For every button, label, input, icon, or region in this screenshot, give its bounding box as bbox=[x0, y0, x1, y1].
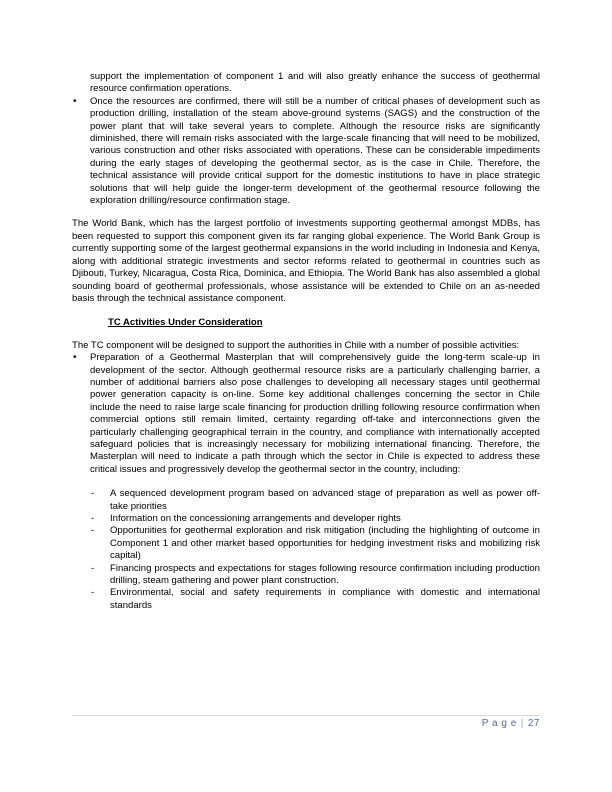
section-heading: TC Activities Under Consideration bbox=[108, 317, 263, 329]
tc-intro-paragraph: The TC component will be designed to support the authorities in Chile with a number of possible activities: bbox=[72, 339, 520, 351]
sub-item: - A sequenced development program based on advanced stage of preparation as well as power off-take priorities bbox=[72, 488, 540, 513]
sub-item: - Environmental, social and safety requirements in compliance with domestic and international standards bbox=[72, 587, 540, 612]
bullet-list-top bbox=[72, 96, 540, 208]
sub-item-list bbox=[72, 488, 540, 612]
document-body bbox=[72, 71, 540, 612]
sub-item: - Opportunities for geothermal exploration and risk mitigation (including the highlighting of outcome in Component 1 and other market based opportunities for hedging investment risks and mobilizing risk capital) bbox=[72, 525, 540, 562]
page-number: 27 bbox=[527, 718, 540, 729]
continuation-paragraph: support the implementation of component 1 and will also greatly enhance the success of geothermal resource confirmation operations. bbox=[90, 71, 540, 95]
world-bank-paragraph: The World Bank, which has the largest portfolio of investments supporting geothermal amongst MDBs, has been requested to support this component given its far ranging global experience. The World Bank Group is currently supporting some of the largest geothermal expansions in the world including in Indonesia and Kenya, along with additional strategic investments and sector reforms related to geothermal in countries such as Djibouti, Turkey, Nicaragua, Costa Rica, Dominica, and Ethiopia. The World Bank has also assembled a global sounding board of geothermal professionals, whose assistance will be extended to Chile on an as-needed basis through the technical assistance component. bbox=[72, 218, 540, 304]
bullet-list-activities bbox=[72, 352, 540, 476]
page-footer bbox=[482, 718, 540, 729]
footer-divider bbox=[72, 715, 540, 716]
page-label: P a g e bbox=[481, 718, 517, 729]
sub-item: - Information on the concessioning arrangements and developer rights bbox=[72, 513, 540, 525]
sub-item: - Financing prospects and expectations for stages following resource confirmation including production drilling, steam gathering and power plant construction. bbox=[72, 563, 540, 588]
bullet-item-masterplan: • Preparation of a Geothermal Masterplan that will comprehensively guide the long-term scale-up in development of the sector. Although geothermal resource risks are a particularly challenging barrier, a number of additional barriers also pose challenges to developing all necessary stages until geothermal power generation capacity is on-line. Some key additional challenges concerning the sector in Chile include the need to raise large scale financing for production drilling following resource confirmation when commercial options still remain limited, certainty regarding off-take and interconnections given the particularly challenging geographical terrain in the country, and compliance with internationally accepted safeguard policies that is increasingly necessary for mobilizing international financing. Therefore, the Masterplan will need to indicate a path through which the sector in Chile is expected to address these critical issues and progressively develop the geothermal sector in the country, including: bbox=[72, 352, 540, 476]
bullet-item-resources: • Once the resources are confirmed, there will still be a number of critical phases of development such as production drilling, installation of the steam above-ground systems (SAGS) and the construction of the power plant that will take several years to complete. Although the resource risks are significantly diminished, there will remain risks associated with the large-scale financing that will need to be mobilized, various construction and other risks associated with operations. These can be considerable impediments during the early stages of developing the geothermal sector, as is the case in Chile. Therefore, the technical assistance will provide critical support for the domestic institutions to have in place strategic solutions that will help guide the longer-term development of the geothermal resource following the exploration drilling/resource confirmation stage. bbox=[72, 96, 540, 208]
page-separator: | bbox=[520, 718, 524, 729]
